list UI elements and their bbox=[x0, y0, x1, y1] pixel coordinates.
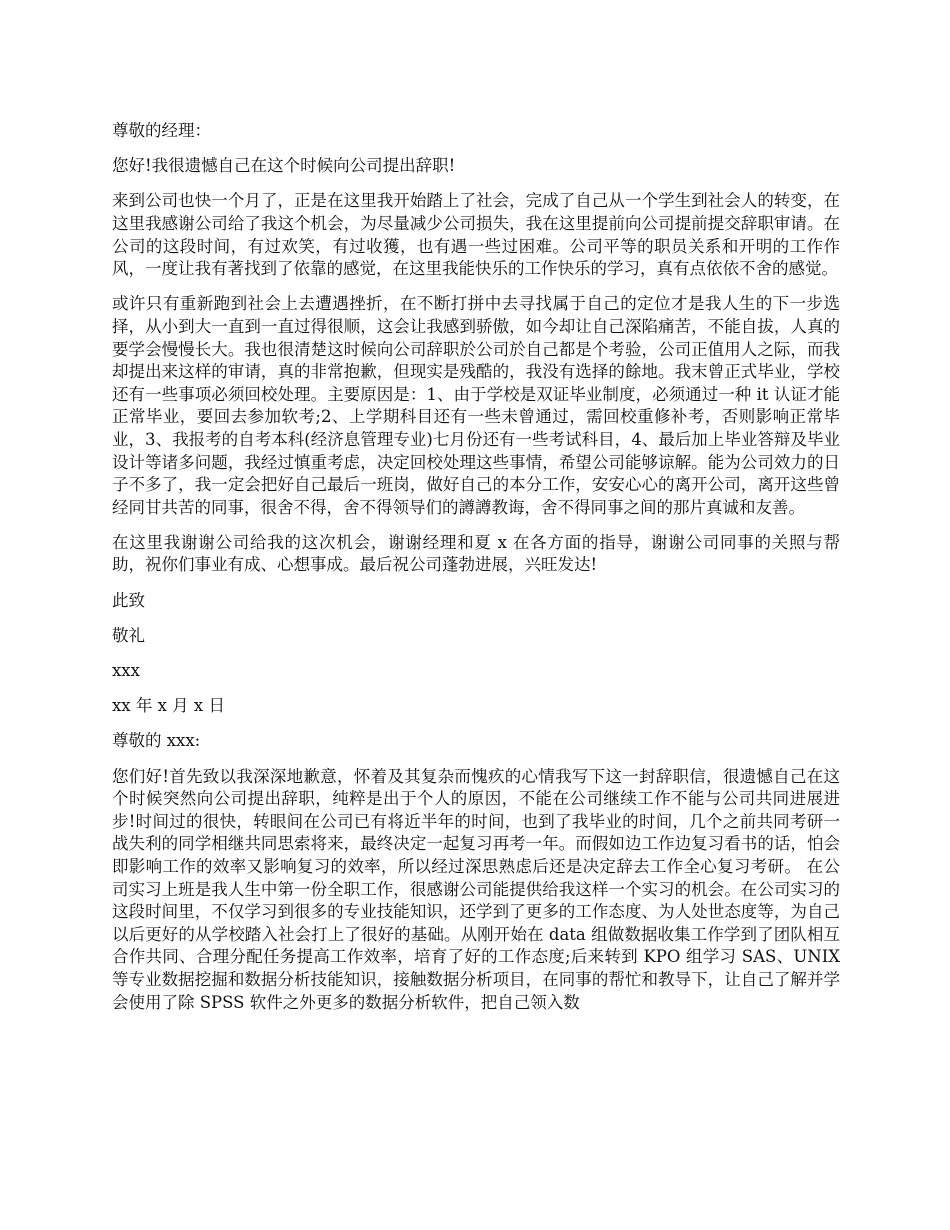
letter1-date: xx 年 x 月 x 日 bbox=[112, 696, 225, 716]
letter2-salutation: 尊敬的 xxx: bbox=[112, 731, 201, 751]
letter1-paragraph-2: 或许只有重新跑到社会上去遭遇挫折，在不断打拼中去寻找属于自己的定位才是我人生的下一步选择，从小到大一直到一直过得很顺，这会让我感到骄傲，如今却让自己深陷痛苦，不能自拔，人真的要学会慢慢长大。我也很清楚这时候向公司辞职於公司於自己都是个考验，公司正值用人之际，而我却提出来这样的审请，真的非常抱歉，但现实是残酷的，我没有选择的餘地。我末曾正式毕业，学校还有一些事项必须回校处理。主要原因是：1、由于学校是双证毕业制度，必须通过一种 it 认证才能正常毕业，要回去参加软考;2、上学期科目还有一些未曾通过，需回校重修补考，否则影响正常毕业，3、我报考的自考本科(经济息管理专业)七月份还有一些考试科目，4、最后加上毕业答辩及毕业设计等诸多问题，我经过慎重考虑，决定回校处理这些事情，希望公司能够谅解。能为公司效力的日子不多了，我一定会把好自己最后一班岗，做好自己的本分工作，安安心心的离开公司，离开这些曾经同甘共苦的同事，很舍不得，舍不得领导们的譐譐教诲，舍不得同事之间的那片真诚和友善。 bbox=[112, 294, 840, 517]
letter2-paragraph-1: 您们好!首先致以我深深地歉意，怀着及其复杂而愧疚的心情我写下这一封辞职信，很遗憾自己在这个时候突然向公司提出辞职，纯粹是出于个人的原因，不能在公司继续工作不能与公司共同进展进步!时间过的很快，转眼间在公司已有将近半年的时间，也到了我毕业的时间，几个之前共同考研一战失利的同学相继共同思索将来，最终决定一起复习再考一年。而假如边工作边复习看书的话，怕会即影响工作的效率又影响复习的效率，所以经过深思熟虑后还是决定辞去工作全心复习考研。 在公司实习上班是我人生中第一份全职工作，很感谢公司能提供给我这样一个实习的机会。在公司实习的这段时间里，不仅学习到很多的专业技能知识，还学到了更多的工作态度、为人处世态度等，为自己以后更好的从学校踏入社会打上了很好的基础。从刚开始在 data 组做数据收集工作学到了团队相互合作共同、合理分配任务提高工作效率，培育了好的工作态度;后来转到 KPO 组学习 SAS、UNIX 等专业数据挖掘和数据分析技能知识，接触数据分析项目，在同事的帮忙和教导下，让自己了解并学会使用了除 SPSS 软件之外更多的数据分析软件，把自己领入数 bbox=[112, 766, 840, 1012]
letter1-paragraph-1: 来到公司也快一个月了，正是在这里我开始踏上了社会，完成了自己从一个学生到社会人的转变，在这里我感谢公司给了我这个机会，为尽量减少公司损失，我在这里提前向公司提前提交辞职审请。在公司的这段时间，有过欢笑，有过收獲，也有遇一些过困难。公司平等的职员关系和开明的工作作风，一度让我有著找到了依靠的感觉，在这里我能快乐的工作快乐的学习，真有点依依不舍的感觉。 bbox=[112, 191, 840, 279]
letter1-salutation: 尊敬的经理： bbox=[112, 121, 211, 140]
letter1-paragraph-3: 在这里我谢谢公司给我的这次机会，谢谢经理和夏 x 在各方面的指导，谢谢公司同事的关照与帮助，祝你们事业有成、心想事成。最后祝公司蓬勃进展，兴旺发达! bbox=[112, 532, 840, 575]
document-page bbox=[112, 120, 840, 1027]
letter1-greeting: 您好!我很遗憾自己在这个时候向公司提出辞职! bbox=[112, 156, 456, 176]
letter1-signature: xxx bbox=[112, 661, 140, 681]
letter1-closing-1: 此致 bbox=[112, 590, 145, 610]
letter1-closing-2: 敬礼 bbox=[112, 625, 145, 645]
